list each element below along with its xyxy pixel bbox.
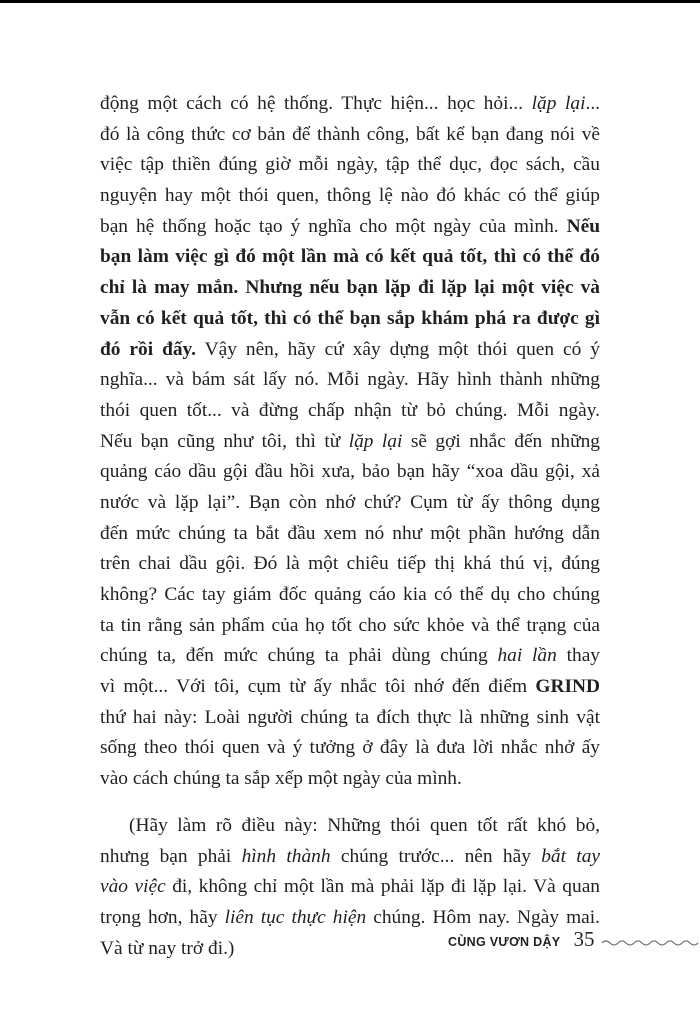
text-line [100,872,600,903]
italic-text: vào việc [100,876,166,898]
text-run: đi, không chỉ một lần mà phải lặp đi lặp lại. Và quan [165,876,600,898]
text-run: bạn hệ thống hoặc tạo ý nghĩa cho một ngày của mình. [100,215,567,237]
text-line [100,396,600,427]
bold-text: bạn làm việc gì đó một lần mà có kết quả tốt, thì có thể đó [100,246,600,268]
text-run: sống theo thói quen và ý tưởng ở đây là đưa lời nhắc nhở ấy [100,737,600,759]
text-line [100,181,600,212]
text-line [100,365,600,396]
text-line [100,811,600,842]
text-run: nguyện hay một thói quen, thông lệ nào đó khác có thể giúp [100,185,600,207]
text-line [100,519,600,550]
text-run: chúng ta, đến mức chúng ta phải dùng chúng [100,645,498,667]
text-line [100,304,600,335]
text-run: thay [556,645,601,667]
text-line [100,842,600,873]
text-run: Nếu bạn cũng như tôi, thì từ [100,430,349,452]
italic-text: lặp lại [348,430,403,452]
text-run: chúng trước... nên hãy [330,845,542,867]
page-footer [448,927,594,952]
bold-text: Nếu [566,215,600,237]
text-run: vì một... Với tôi, cụm từ ấy nhắc tôi nhớ đến điểm [100,676,536,698]
italic-text: liên tục thực hiện [224,906,367,928]
text-run: việc tập thiền đúng giờ mỗi ngày, tập thể dục, đọc sách, cầu [100,154,600,176]
text-line [100,611,600,642]
italic-text: lặp lại [531,93,586,114]
text-line [100,457,600,488]
bold-text: GRIND [535,676,600,698]
text-run: đến mức chúng ta bắt đầu xem nó như một phần hướng dẫn [100,522,600,544]
text-run: chúng. Hôm nay. Ngày mai. [366,906,600,928]
text-line [100,580,600,611]
text-run: (Hãy làm rõ điều này: Những thói quen tốt rất khó bỏ, [129,814,600,836]
bold-text: chỉ là may mắn. Nhưng nếu bạn lặp đi lặp lại một việc và [100,277,600,299]
wave-ornament [600,938,700,948]
text-run: vào cách chúng ta sắp xếp một ngày của mình. [100,768,462,790]
top-border-rule [0,0,700,3]
text-run: sẽ gợi nhắc đến những [402,430,600,452]
bold-text: vẫn có kết quả tốt, thì có thể bạn sắp khám phá ra được gì [100,307,600,329]
text-line [100,335,600,366]
text-run: nước và lặp lại”. Bạn còn nhớ chứ? Cụm từ ấy thông dụng [100,491,600,513]
text-run: nhưng bạn phải [100,845,242,867]
text-run: trọng hơn, hãy [100,906,225,928]
text-run: thứ hai này: Loài người chúng ta đích thực là những sinh vật [100,706,600,728]
text-run: Và từ nay trở đi.) [100,937,235,959]
text-line [100,703,600,734]
text-line [100,212,600,243]
paragraph-gap [100,795,600,811]
page-number: 35 [573,927,595,951]
text-line [100,641,600,672]
text-line [100,242,600,273]
text-line [100,89,600,120]
text-line [100,488,600,519]
text-run: đó là công thức cơ bản để thành công, bất kể bạn đang nói về [100,123,600,145]
text-line [100,764,600,795]
text-line [100,120,600,151]
text-run: thói quen tốt... và đừng chấp nhận từ bỏ chúng. Mỗi ngày. [100,399,600,421]
text-line [100,150,600,181]
text-run: ta tin rằng sản phẩm của họ tốt cho sức khỏe và thể trạng của [100,614,600,636]
text-line [100,733,600,764]
running-title: CÙNG VƯƠN DẬY [448,935,561,949]
text-run: động một cách có hệ thống. Thực hiện... học hỏi... [100,93,532,114]
text-line [100,672,600,703]
italic-text: hai lần [497,645,557,667]
text-run: ... [585,93,601,114]
body-text [100,89,600,964]
italic-text: bắt tay [541,845,600,867]
text-run: trên chai dầu gội. Đó là một chiêu tiếp thị khá thú vị, đúng [100,553,600,575]
text-line [100,549,600,580]
text-run: nghĩa... và bám sát lấy nó. Mỗi ngày. Hãy hình thành những [100,369,600,391]
italic-text: hình thành [241,845,331,867]
text-line [100,273,600,304]
text-run: không? Các tay giám đốc quảng cáo kia có thể dụ cho chúng [100,584,600,605]
bold-text: đó rồi đấy. [100,338,197,360]
text-line [100,427,600,458]
text-run: quảng cáo dầu gội đầu hồi xưa, bảo bạn hãy “xoa dầu gội, xả [100,461,600,483]
text-run: Vậy nên, hãy cứ xây dựng một thói quen có ý [196,338,600,360]
